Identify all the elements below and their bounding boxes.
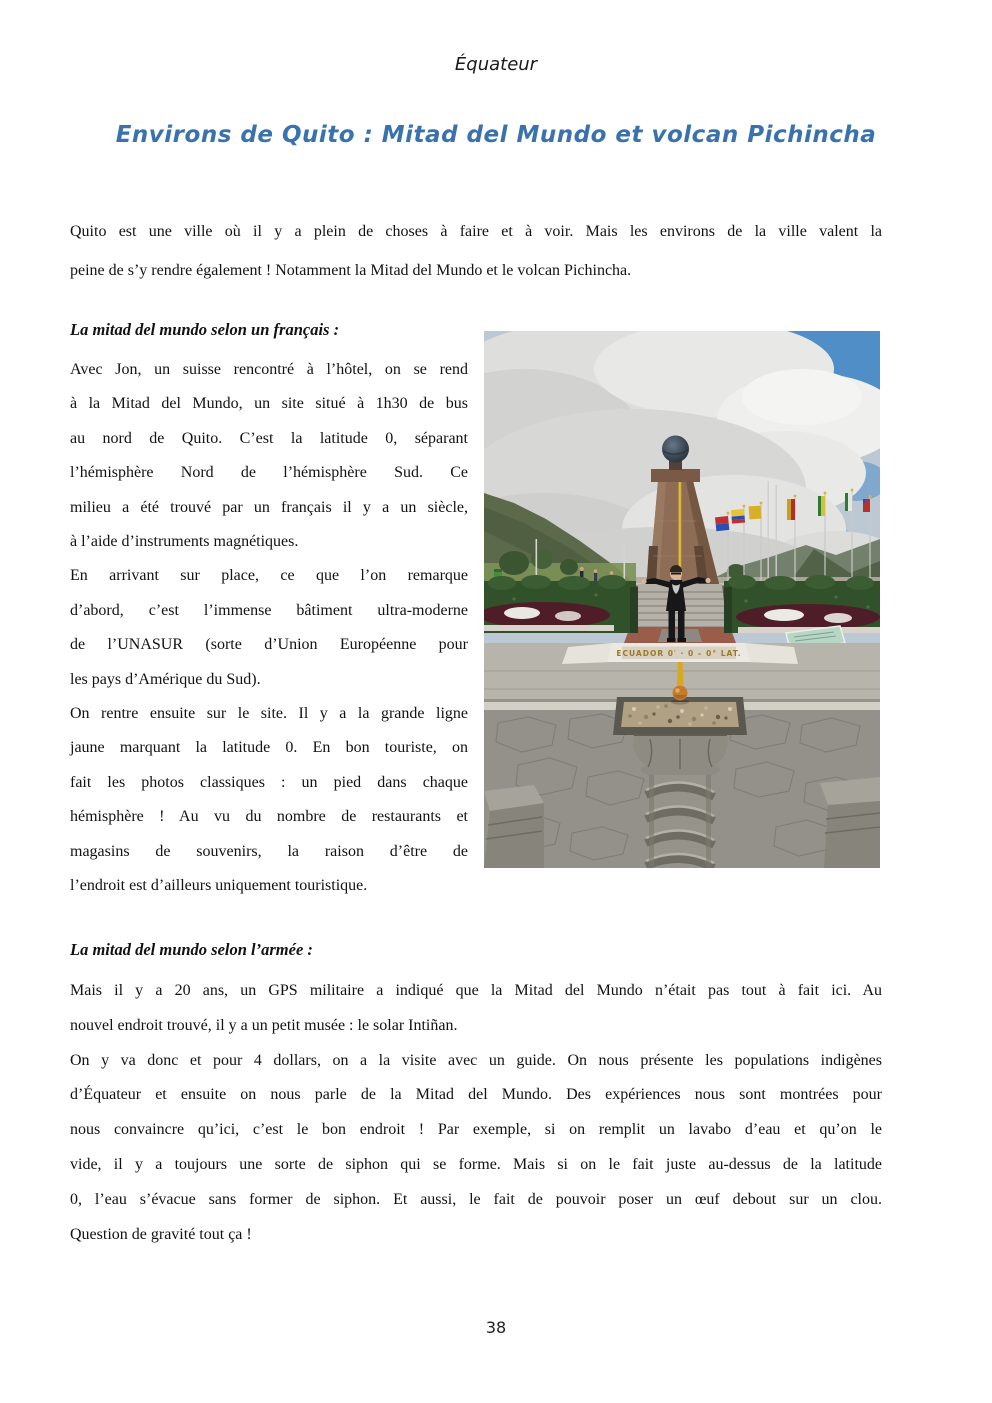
section2-paragraph bbox=[70, 974, 882, 1252]
ecuador-sign bbox=[562, 643, 798, 664]
page-title: Environs de Quito : Mitad del Mundo et volcan Pichincha bbox=[115, 122, 877, 148]
flag-red-blue bbox=[715, 516, 729, 531]
text-column bbox=[70, 316, 468, 904]
text-line: On rentre ensuite sur le site. Il y a la grande ligne bbox=[70, 705, 468, 723]
flag-green-white bbox=[845, 493, 852, 511]
text-line: d’Équateur et ensuite on nous parle de la Mitad del Mundo. Des expériences nous sont montrées pour bbox=[70, 1086, 882, 1104]
text-line: 0, l’eau s’évacue sans former de siphon. Et aussi, le fait de pouvoir poser un œuf debout sur un clou. bbox=[70, 1190, 882, 1208]
text-line: On y va donc et pour 4 dollars, on a la visite avec un guide. On nous présente les populations indigènes bbox=[70, 1051, 882, 1069]
text-line: à l’aide d’instruments magnétiques. bbox=[70, 533, 299, 551]
text-line: l’endroit est d’ailleurs uniquement touristique. bbox=[70, 877, 368, 895]
flag-ecuador bbox=[731, 509, 745, 524]
text-line: Quito est une ville où il y a plein de choses à faire et à voir. Mais les environs de la ville valent la bbox=[70, 223, 882, 240]
text-line: l’hémisphère Nord de l’hémisphère Sud. Ce bbox=[70, 464, 468, 482]
section2-heading: La mitad del mundo selon l’armée : bbox=[70, 940, 313, 959]
corner-stone-right bbox=[820, 777, 880, 868]
section1-heading: La mitad del mundo selon un français : bbox=[70, 320, 340, 339]
corner-stone-left bbox=[484, 785, 544, 868]
text-line: jaune marquant la latitude 0. En bon touriste, on bbox=[70, 739, 468, 757]
running-head: Équateur bbox=[454, 54, 538, 75]
section2 bbox=[70, 936, 882, 1252]
text-line: vide, il y a toujours une sorte de siphon qui se forme. Mais si on le fait juste au-dessus de la latitude bbox=[70, 1155, 882, 1173]
flag-spain bbox=[787, 499, 795, 520]
text-line: les pays d’Amérique du Sud). bbox=[70, 670, 261, 688]
content-row bbox=[70, 316, 882, 904]
flag-green-yellow bbox=[818, 496, 825, 516]
ecuador-sign-text: ECUADOR 0′ · 0 – 0° LAT. bbox=[616, 649, 742, 658]
text-line: à la Mitad del Mundo, un site situé à 1h30 de bus bbox=[70, 395, 468, 413]
flag-yellow bbox=[749, 506, 762, 520]
text-line: Avec Jon, un suisse rencontré à l’hôtel, on se rend bbox=[70, 361, 468, 378]
text-line: En arrivant sur place, ce que l’on remarque bbox=[70, 567, 468, 585]
text-line: milieu a été trouvé par un français il y a un siècle, bbox=[70, 498, 468, 516]
equator-orb bbox=[673, 686, 688, 701]
monument-globe bbox=[662, 436, 689, 463]
text-line: nouvel endroit trouvé, il y a un petit musée : le solar Intiñan. bbox=[70, 1016, 458, 1034]
text-line: nous convaincre qu’ici, c’est le bon endroit ! Par exemple, si on remplit un lavabo d’eau et qu’on le bbox=[70, 1121, 882, 1139]
section1-paragraph bbox=[70, 353, 468, 904]
equator-line-lower bbox=[677, 662, 684, 685]
text-line: Mais il y a 20 ans, un GPS militaire a indiqué que la Mitad del Mundo n’était pas tout à fait ici. Au bbox=[70, 982, 882, 999]
photo-mitad-del-mundo bbox=[484, 331, 880, 868]
text-line: magasins de souvenirs, la raison d’être de bbox=[70, 842, 468, 860]
text-line: d’abord, c’est l’immense bâtiment ultra-moderne bbox=[70, 601, 468, 619]
text-line: peine de s’y rendre également ! Notamment la Mitad del Mundo et le volcan Pichincha. bbox=[70, 262, 632, 279]
text-line: fait les photos classiques : un pied dans chaque bbox=[70, 773, 468, 791]
text-line: de l’UNASUR (sorte d’Union Européenne pour bbox=[70, 636, 468, 654]
page-number: 38 bbox=[485, 1318, 507, 1337]
text-line: au nord de Quito. C’est la latitude 0, séparant bbox=[70, 429, 468, 447]
photo-illustration bbox=[484, 331, 880, 868]
text-line: Question de gravité tout ça ! bbox=[70, 1225, 252, 1243]
flag-red-blue-2 bbox=[863, 499, 870, 512]
text-line: hémisphère ! Au vu du nombre de restaurants et bbox=[70, 808, 468, 826]
intro-paragraph bbox=[70, 212, 882, 290]
